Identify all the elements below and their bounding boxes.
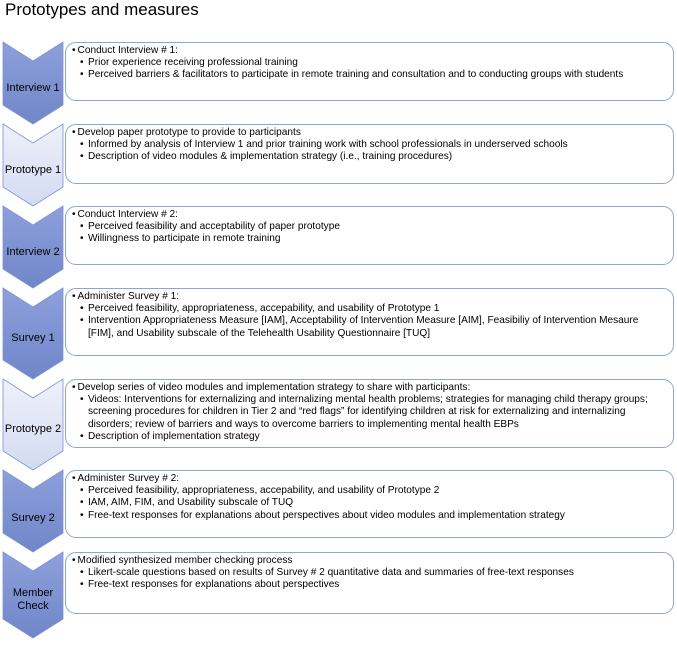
- list-item: • Perceived feasibility, appropriateness, accepability, and usability of Prototype 1: [80, 303, 665, 315]
- stage-label-survey-1: Survey 1: [11, 332, 55, 344]
- stage-box-prototype-1: • Develop paper prototype to provide to participants • Informed by analysis of Interview 1 and prior training work with school professionals in underserved schools • Description of video modules & implementation strategy (i.e., training procedures): [65, 124, 674, 184]
- list-item: • Free-text responses for explanations about perspectives about video modules and implementation strategy: [80, 510, 665, 522]
- stage-box-survey-1: • Administer Survey # 1: • Perceived feasibility, appropriateness, accepability, and usability of Prototype 1 • Intervention Appropriateness Measure [IAM], Acceptability of Intervention Measure [AIM], Feasibiliy of Intervention Mesaure [FIM], and Usability subscale of the Telehealth Usability Questionnaire [TUQ]: [65, 288, 674, 356]
- stage-header: Develop paper prototype to provide to participants: [77, 127, 301, 138]
- list-item: • Free-text responses for explanations about perspectives: [80, 579, 665, 591]
- stage-box-interview-2: • Conduct Interview # 2: • Perceived feasibility and acceptability of paper prototype • Willingness to participate in remote training: [65, 206, 674, 265]
- stage-box-prototype-2: • Develop series of video modules and implementation strategy to share with participants: • Videos: Interventions for externalizing and internalizing mental health problems; strategies for managing child therapy groups; screening procedures for children in Tier 2 and “red flags” for identifying children at risk for externalizing and internalizing disorders; review of barriers and ways to overcome barriers to implementing mental health EBPs • Description of implementation strategy: [65, 379, 674, 448]
- list-item: • IAM, AIM, FIM, and Usability subscale of TUQ: [80, 497, 665, 509]
- stage-header: Administer Survey # 1:: [77, 291, 180, 302]
- list-item: • Willingness to participate in remote training: [80, 233, 665, 245]
- list-item: • Perceived barriers & facilitators to participate in remote training and consultation and to conducting groups with students: [80, 69, 665, 81]
- stage-label-member-check: Member Check: [12, 587, 54, 612]
- chevron-survey-2: [3, 470, 63, 552]
- stage-box-interview-1: • Conduct Interview # 1: • Prior experience receiving professional training • Perceived barriers & facilitators to participate in remote training and consultation and to conducting groups with students: [65, 42, 674, 101]
- page-title: Prototypes and measures: [5, 0, 199, 19]
- stage-label-prototype-1: Prototype 1: [4, 164, 62, 176]
- list-item: • Perceived feasibility, appropriateness, accepability, and usability of Prototype 2: [80, 485, 665, 497]
- list-item: • Description of video modules & implementation strategy (i.e., training procedures): [80, 151, 665, 163]
- stage-header: Conduct Interview # 1:: [77, 45, 178, 56]
- list-item: • Likert-scale questions based on results of Survey # 2 quantitative data and summaries of free-text responses: [80, 567, 665, 579]
- stage-label-survey-2: Survey 2: [11, 512, 55, 524]
- stage-header: Modified synthesized member checking process: [77, 555, 293, 566]
- stage-label-prototype-2: Prototype 2: [4, 423, 62, 435]
- list-item: • Prior experience receiving professional training: [80, 57, 665, 69]
- stage-header: Develop series of video modules and implementation strategy to share with participants:: [77, 382, 471, 393]
- list-item: • Description of implementation strategy: [80, 431, 665, 443]
- list-item: • Informed by analysis of Interview 1 and prior training work with school professionals in underserved schools: [80, 139, 665, 151]
- stage-label-interview-1: Interview 1: [6, 82, 60, 94]
- list-item: • Intervention Appropriateness Measure [IAM], Acceptability of Intervention Measure [AIM], Feasibiliy of Intervention Mesaure [FIM], and Usability subscale of the Telehealth Usability Questionnaire [TUQ]: [80, 315, 665, 339]
- stage-header: Conduct Interview # 2:: [77, 209, 178, 220]
- stage-box-survey-2: • Administer Survey # 2: • Perceived feasibility, appropriateness, accepability, and usability of Prototype 2 • IAM, AIM, FIM, and Usability subscale of TUQ • Free-text responses for explanations about perspectives about video modules and implementation strategy: [65, 470, 674, 538]
- stage-header: Administer Survey # 2:: [77, 473, 180, 484]
- stage-label-interview-2: Interview 2: [6, 246, 60, 258]
- stage-box-member-check: • Modified synthesized member checking process • Likert-scale questions based on results of Survey # 2 quantitative data and summaries of free-text responses • Free-text responses for explanations about perspectives: [65, 552, 674, 614]
- list-item: • Perceived feasibility and acceptability of paper prototype: [80, 221, 665, 233]
- list-item: • Videos: Interventions for externalizing and internalizing mental health problems; strategies for managing child therapy groups; screening procedures for children in Tier 2 and “red flags” for identifying children at risk for externalizing and internalizing disorders; review of barriers and ways to overcome barriers to implementing mental health EBPs: [80, 394, 665, 431]
